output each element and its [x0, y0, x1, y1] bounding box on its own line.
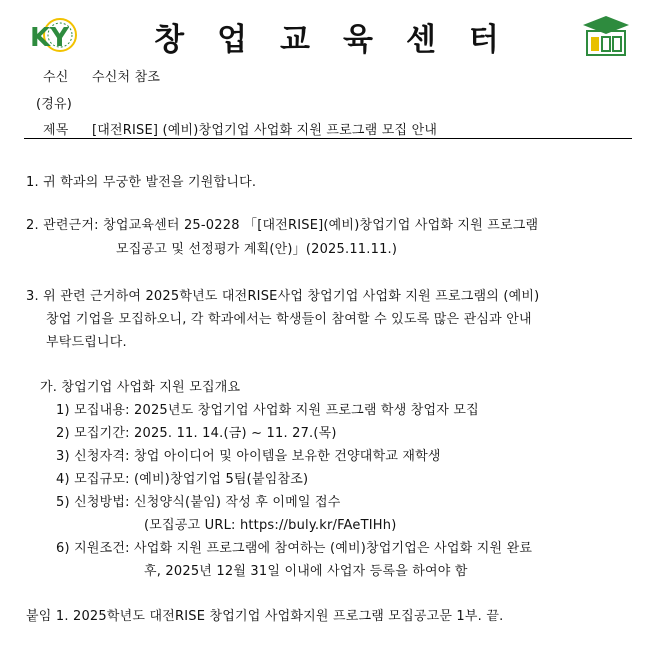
paragraph-3-line-1: 3. 위 관련 근거하여 2025학년도 대전RISE사업 창업기업 사업화 지원 프로그램의 (예비) [26, 289, 540, 304]
ky-logo-text: KY [30, 23, 69, 53]
section-title: 가. 창업기업 사업화 지원 모집개요 [40, 380, 241, 395]
via-label: (경유) [36, 97, 73, 112]
paragraph-3-line-2: 창업 기업을 모집하오니, 각 학과에서는 학생들이 참여할 수 있도록 많은 관심과 안내 [46, 312, 532, 327]
list-item: 2) 모집기간: 2025. 11. 14.(금) ~ 11. 27.(목) [56, 426, 337, 441]
attachment-line: 붙임 1. 2025학년도 대전RISE 창업기업 사업화지원 프로그램 모집공고문 1부. 끝. [26, 609, 504, 624]
list-item-continuation: 후, 2025년 12월 31일 이내에 사업자 등록을 하여야 함 [144, 564, 468, 579]
subject-label: 제목 [43, 123, 69, 138]
subject-value: [대전RISE] (예비)창업기업 사업화 지원 프로그램 모집 안내 [92, 123, 438, 138]
paragraph-3-line-3: 부탁드립니다. [46, 335, 127, 350]
list-item-url: (모집공고 URL: https://buly.kr/FAeTIHh) [144, 518, 397, 533]
list-item: 6) 지원조건: 사업화 지원 프로그램에 참여하는 (예비)창업기업은 사업화 지원 완료 [56, 541, 533, 556]
list-item: 1) 모집내용: 2025년도 창업기업 사업화 지원 프로그램 학생 창업자 모집 [56, 403, 479, 418]
list-item: 3) 신청자격: 창업 아이디어 및 아이템을 보유한 건양대학교 재학생 [56, 449, 441, 464]
list-item: 5) 신청방법: 신청양식(붙임) 작성 후 이메일 접수 [56, 495, 341, 510]
graduation-cap-logo [581, 15, 631, 57]
recipient-value: 수신처 참조 [92, 70, 161, 85]
paragraph-2-line-1: 2. 관련근거: 창업교육센터 25-0228 「[대전RISE](예비)창업기업 사업화 지원 프로그램 [26, 218, 539, 233]
header-divider [24, 138, 632, 139]
paragraph-1: 1. 귀 학과의 무궁한 발전을 기원합니다. [26, 175, 257, 190]
page-title: 창업교육센터 [154, 22, 532, 58]
list-item: 4) 모집규모: (예비)창업기업 5팀(붙임참조) [56, 472, 309, 487]
paragraph-2-line-2: 모집공고 및 선정평가 계획(안)」(2025.11.11.) [116, 242, 398, 257]
recipient-label: 수신 [43, 70, 69, 85]
